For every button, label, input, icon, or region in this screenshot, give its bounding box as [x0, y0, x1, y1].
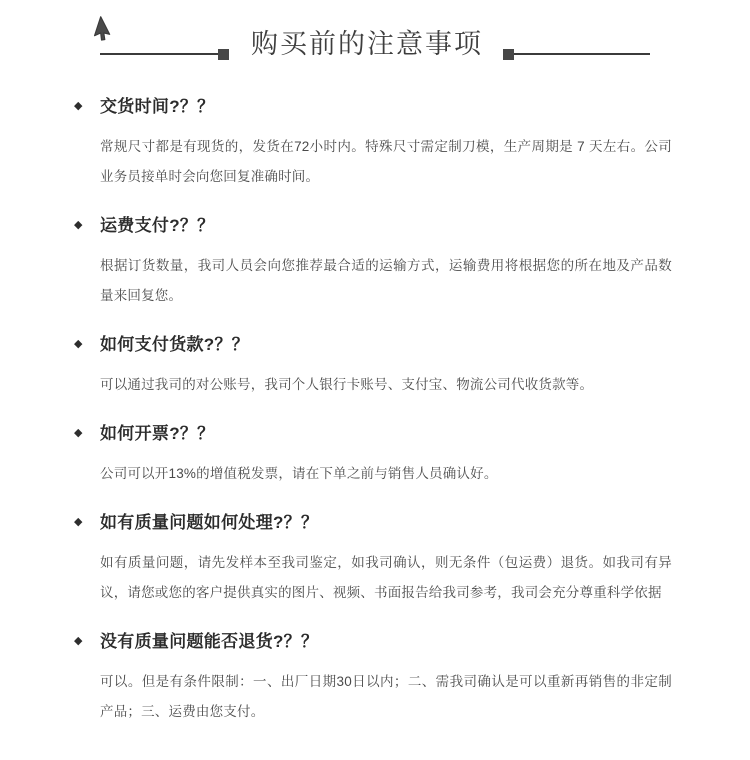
faq-question	[74, 631, 672, 655]
faq-item	[0, 512, 750, 608]
faq-answer-text: 可以。但是有条件限制：一、出厂日期30日以内；二、需我司确认是可以重新再销售的非定制产品；三、运费由您支付。	[100, 674, 672, 719]
faq-question-text: 没有质量问题能否退货?？？	[100, 632, 319, 651]
faq-item	[0, 96, 750, 192]
decorative-square-left	[218, 49, 229, 60]
faq-answer-text: 如有质量问题，请先发样本至我司鉴定，如我司确认，则无条件（包运费）退货。如我司有异议，请您或您的客户提供真实的图片、视频、书面报告给我司参考，我司会充分尊重科学依据	[100, 555, 672, 600]
decorative-line-left	[100, 53, 218, 55]
faq-question-text: 如有质量问题如何处理?？？	[100, 513, 319, 532]
faq-question	[74, 423, 672, 447]
faq-question-text: 如何支付货款?？？	[100, 335, 250, 354]
faq-question-text: 如何开票?？？	[100, 424, 215, 443]
faq-question	[74, 512, 672, 536]
diamond-bullet-icon: ◆	[74, 219, 83, 231]
faq-question	[74, 334, 672, 358]
decorative-line-right	[514, 53, 650, 55]
decorative-square-right	[503, 49, 514, 60]
title-row	[0, 22, 750, 66]
faq-question	[74, 96, 672, 120]
diamond-bullet-icon: ◆	[74, 338, 83, 350]
faq-item	[0, 631, 750, 727]
faq-question	[74, 215, 672, 239]
faq-item	[0, 423, 750, 489]
faq-question-text: 交货时间?？？	[100, 97, 215, 116]
diamond-bullet-icon: ◆	[74, 100, 83, 112]
faq-answer-text: 常规尺寸都是有现货的，发货在72小时内。特殊尺寸需定制刀模，生产周期是 7 天左右。公司业务员接单时会向您回复准确时间。	[100, 139, 672, 184]
faq-answer-text: 可以通过我司的对公账号，我司个人银行卡账号、支付宝、物流公司代收货款等。	[100, 377, 594, 392]
faq-answer-text: 公司可以开13%的增值税发票，请在下单之前与销售人员确认好。	[100, 466, 498, 481]
diamond-bullet-icon: ◆	[74, 516, 83, 528]
diamond-bullet-icon: ◆	[74, 427, 83, 439]
faq-question-text: 运费支付?？？	[100, 216, 215, 235]
faq-list	[0, 96, 750, 750]
diamond-bullet-icon: ◆	[74, 635, 83, 647]
faq-item	[0, 334, 750, 400]
page-header	[0, 0, 750, 84]
faq-item	[0, 215, 750, 311]
faq-answer-text: 根据订货数量，我司人员会向您推荐最合适的运输方式，运输费用将根据您的所在地及产品数量来回复您。	[100, 258, 672, 303]
page-title: 购买前的注意事项	[251, 29, 483, 59]
